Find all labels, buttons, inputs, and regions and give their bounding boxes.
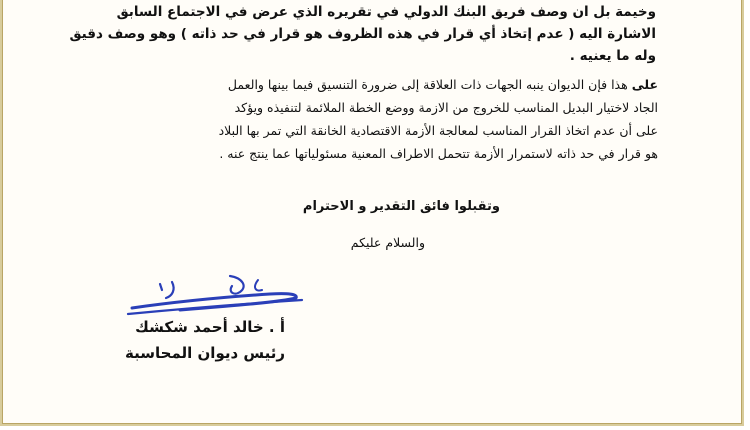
salutation: والسلام عليكم	[350, 235, 425, 250]
paragraph2-line-1	[228, 77, 658, 92]
paragraph2-line-1-text: هذا فإن الديوان ينبه الجهات ذات العلاقة إلى ضرورة التنسيق فيما بينها والعمل	[227, 77, 628, 92]
paragraph2-line-4: هو قرار في حد ذاته لاستمرار الأزمة تتحمل الاطراف المعنية مسئولياتها عما ينتج عنه .	[219, 146, 658, 161]
paragraph1-line-1: وخيمة بل ان وصف فريق البنك الدولي في تقريره الذي عرض في الاجتماع السابق	[116, 4, 656, 20]
paragraph2-line-2: الجاد لاختيار البديل المناسب للخروج من الازمة ووضع الخطة الملائمة لتنفيذه ويؤكد	[234, 100, 658, 115]
signatory-title: رئيس ديوان المحاسبة	[125, 344, 285, 362]
paragraph1-line-2: الاشارة اليه ( عدم إتخاذ أي قرار في هذه الظروف هو قرار في حد ذاته ) وهو وصف دقيق	[69, 26, 656, 42]
signatory-name: أ . خالد أحمد شكشك	[135, 318, 285, 336]
paragraph2-line-3: على أن عدم اتخاذ القرار المناسب لمعالجة الأزمة الاقتصادية الخانقة التي تمر بها البلاد	[218, 123, 658, 138]
closing-line: وتقبلوا فائق التقدير و الاحترام	[302, 199, 500, 214]
paragraph2-lead: على	[631, 77, 658, 92]
paragraph1-line-3: وله ما يعنيه .	[569, 48, 656, 64]
